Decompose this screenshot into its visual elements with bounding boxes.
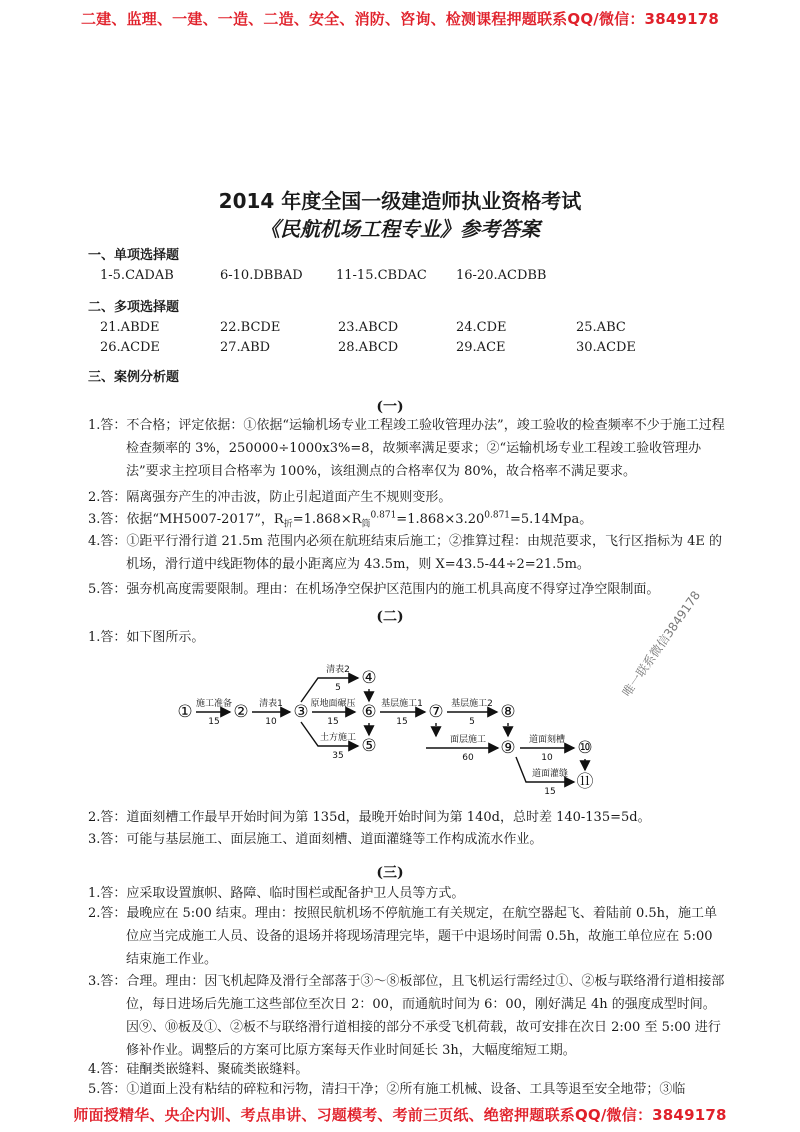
case-3-answer-3-text: 3.答：合理。理由：因飞机起降及滑行全部落于③～⑧板部位，且飞机运行需经过①、②板与联络滑行道相接部位，每日进场后先施工这些部位至次日 2：00，而通航时间为 6：00，刚好满足 4h 的强度成型时间。因⑨、⑩板及①、②板不与联络滑行道相接的部分不承受飞机荷载，故可安排在次日 2:00 至 5:00 进行修补作业。调整后的方案可比原方案每天作业时间延长 3h，大幅度缩短工期。 [88,974,725,1058]
answer-6-10: 6-10.DBBAD [220,268,303,283]
case-2-answer-3: 3.答：可能与基层施工、面层施工、道面刻槽、道面灌缝等工作构成流水作业。 [88,832,543,847]
answer-27: 27.ABD [220,340,271,355]
case-1-answer-3-c: =1.868×3.20 [396,512,485,527]
answer-25: 25.ABC [576,320,626,335]
duration-mianceng: 60 [462,753,474,763]
case-3-answer-4: 4.答：硅酮类嵌缝料、聚硫类嵌缝料。 [88,1062,309,1077]
duration-qingbiao2: 5 [335,683,341,693]
case-3-heading: (三) [376,865,404,881]
duration-kecao: 10 [541,753,553,763]
case-2-heading: (二) [376,609,404,625]
duration-tufang: 35 [332,751,344,761]
case-1-answer-4 [88,530,728,576]
label-guanfeng: 道面灌缝 [531,769,569,779]
node-11: ⑪ [576,772,594,792]
network-diagram [170,660,610,800]
answer-30: 30.ACDE [576,340,636,355]
section-case-heading: 三、案例分析题 [88,370,180,385]
watermark-text: 唯一联系微信3849178 [619,588,704,700]
answer-11-15: 11-15.CBDAC [336,268,427,283]
case-1-answer-3-sub1: 折 [283,519,293,530]
duration-shigong-zhunbei: 15 [208,717,220,727]
label-mianceng: 面层施工 [449,735,487,745]
node-5: ⑤ [361,736,377,756]
duration-guanfeng: 15 [544,787,556,797]
label-qingbiao1: 清表1 [259,699,283,709]
node-9: ⑨ [500,738,516,758]
title-line-2: 《民航机场工程专业》参考答案 [260,217,540,241]
section-multi-choice-heading: 二、多项选择题 [88,300,180,315]
duration-qingbiao1: 10 [265,717,277,727]
answer-22: 22.BCDE [220,320,281,335]
label-yuandimian: 原地面碾压 [310,699,356,709]
node-6: ⑥ [361,702,377,722]
answer-28: 28.ABCD [338,340,399,355]
case-2-answer-2: 2.答：道面刻槽工作最早开始时间为第 135d，最晚开始时间为第 140d，总时差 140-135=5d。 [88,810,651,825]
bottom-banner: 师面授精华、央企内训、考点串讲、习题模考、考前三页纸、绝密押题联系QQ/微信：3849178 [73,1106,727,1124]
label-tufang: 土方施工 [319,733,357,743]
answer-16-20: 16-20.ACDBB [456,268,547,283]
case-3-answer-2-text: 2.答：最晚应在 5:00 结束。理由：按照民航机场不停航施工有关规定，在航空器起飞、着陆前 0.5h，施工单位应当完成施工人员、设备的退场并将现场清理完毕，题干中退场时间需 0.5h，故施工单位应在 5:00 结束施工作业。 [88,906,718,967]
case-1-answer-3-sup1: 0.871 [370,510,397,521]
top-banner: 二建、监理、一建、一造、二造、安全、消防、咨询、检测课程押题联系QQ/微信：3849178 [80,10,720,28]
label-jiceng1: 基层施工1 [381,699,423,709]
case-2-answer-1: 1.答：如下图所示。 [88,630,205,645]
case-1-answer-3-d: =5.14Mpa。 [510,512,593,527]
case-1-answer-2: 2.答：隔离强夯产生的冲击波，防止引起道面产生不规则变形。 [88,490,452,505]
node-8: ⑧ [500,702,516,722]
duration-yuandimian: 15 [327,717,339,727]
node-7: ⑦ [428,702,444,722]
answer-1-5: 1-5.CADAB [100,268,174,283]
duration-jiceng1: 15 [396,717,408,727]
answer-21: 21.ABDE [100,320,160,335]
node-4: ④ [361,668,377,688]
node-1: ① [177,702,193,722]
case-1-heading: (一) [376,399,404,415]
case-1-answer-3 [88,508,592,530]
case-3-answer-3 [88,970,728,1062]
case-1-answer-1-text: 1.答：不合格；评定依据：①依据“运输机场专业工程竣工验收管理办法”，竣工验收的检查频率不少于施工过程检查频率的 3%，250000÷1000x3%=8，故频率满足要求；②“运输机场专业工程竣工验收管理办法”要求主控项目合格率为 100%，该组测点的合格率仅为 80%，故合格率不满足要求。 [88,418,725,479]
section-single-choice-heading: 一、单项选择题 [88,248,180,263]
node-3: ③ [293,702,309,722]
answer-29: 29.ACE [456,340,506,355]
answer-24: 24.CDE [456,320,507,335]
node-2: ② [233,702,249,722]
case-1-answer-4-text: 4.答：①距平行滑行道 21.5m 范围内必须在航班结束后施工；②推算过程：由规范要求，飞行区指标为 4E 的机场，滑行道中线距物体的最小距离应为 43.5m，则 X=43.5-44÷2=21.5m。 [88,534,722,572]
case-1-answer-3-a: 3.答：依据“MH5007-2017”，R [88,512,284,527]
case-3-answer-5: 5.答：①道面上没有粘结的碎粒和污物，清扫干净；②所有施工机械、设备、工具等退至安全地带；③临 [88,1082,686,1097]
case-1-answer-1 [88,414,728,483]
title-line-1: 2014 年度全国一级建造师执业资格考试 [218,189,582,213]
label-jiceng2: 基层施工2 [451,699,493,709]
label-shigong-zhunbei: 施工准备 [195,699,233,709]
case-1-answer-5: 5.答：强夯机高度需要限制。理由：在机场净空保护区范围内的施工机具高度不得穿过净空限制面。 [88,582,660,597]
case-3-answer-2 [88,902,728,971]
case-1-answer-3-b: =1.868×R [292,512,362,527]
label-kecao: 道面刻槽 [528,735,566,745]
answer-23: 23.ABCD [338,320,399,335]
case-1-answer-3-sub2: 筒 [361,519,371,530]
answer-26: 26.ACDE [100,340,160,355]
duration-jiceng2: 5 [469,717,475,727]
case-3-answer-1: 1.答：应采取设置旗帜、路障、临时围栏或配备护卫人员等方式。 [88,886,465,901]
node-10: ⑩ [577,738,593,758]
label-qingbiao2: 清表2 [326,665,350,675]
case-1-answer-3-sup2: 0.871 [484,510,511,521]
